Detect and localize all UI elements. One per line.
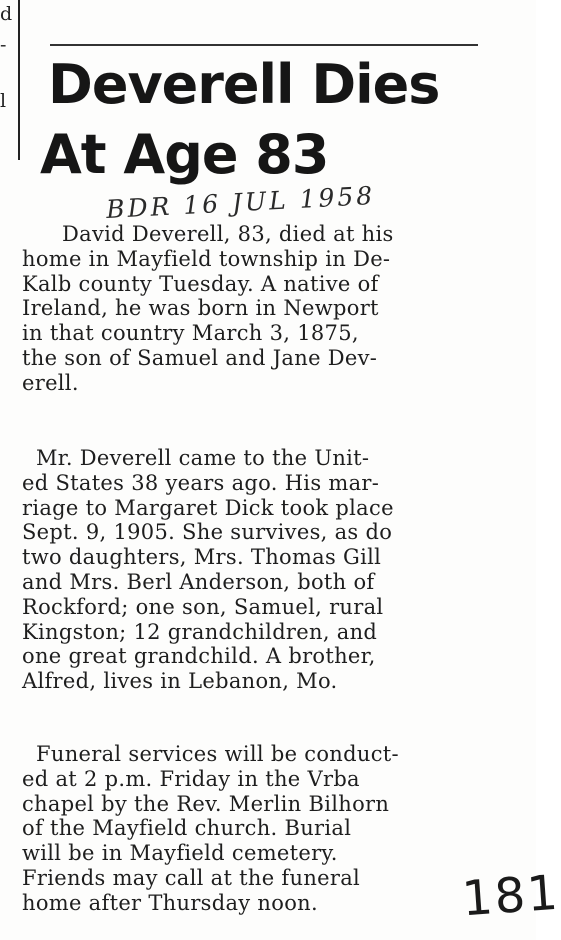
text-line: Friends may call at the funeral — [22, 865, 361, 890]
article-paragraph — [22, 446, 474, 694]
text-line: Kingston; 12 grandchildren, and — [22, 619, 378, 644]
text-line: Funeral services will be conduct- — [36, 742, 399, 766]
text-line: Mr. Deverell came to the Unit- — [36, 446, 370, 470]
text-line: ed States 38 years ago. His mar- — [22, 470, 380, 495]
text-line: two daughters, Mrs. Thomas Gill — [22, 545, 382, 570]
text-line: Ireland, he was born in Newport — [22, 296, 379, 321]
text-line: chapel by the Rev. Merlin Bilhorn — [22, 791, 390, 816]
fragment-text: l — [0, 90, 7, 112]
fragment-text: - — [0, 34, 7, 56]
handwritten-date-note: BDR 16 JUL 1958 — [105, 180, 376, 225]
text-line: one great grandchild. A brother, — [22, 644, 376, 669]
text-line: Rockford; one son, Samuel, rural — [22, 594, 384, 619]
text-line: David Deverell, 83, died at his — [62, 222, 394, 246]
text-line: home in Mayfield township in De- — [22, 246, 391, 271]
text-line: Kalb county Tuesday. A native of — [22, 271, 379, 296]
text-line: Alfred, lives in Lebanon, Mo. — [22, 669, 338, 694]
text-line: Sept. 9, 1905. She survives, as do — [22, 520, 393, 545]
text-line: will be in Mayfield cemetery. — [22, 841, 338, 866]
text-line: in that country March 3, 1875, — [22, 321, 359, 346]
text-line: erell. — [22, 370, 79, 395]
headline — [40, 50, 500, 190]
column-rule — [50, 44, 478, 46]
headline-line: Deverell Dies — [48, 53, 440, 116]
text-line: riage to Margaret Dick took place — [22, 495, 394, 520]
text-line: ed at 2 p.m. Friday in the Vrba — [22, 766, 360, 791]
adjacent-column-fragment — [0, 0, 20, 160]
text-line: the son of Samuel and Jane Dev- — [22, 345, 378, 370]
article-paragraph — [22, 742, 474, 916]
fragment-text: d — [0, 3, 13, 25]
text-line: home after Thursday noon. — [22, 890, 318, 915]
article-paragraph — [22, 222, 474, 396]
text-line: of the Mayfield church. Burial — [22, 816, 352, 841]
text-line: and Mrs. Berl Anderson, both of — [22, 569, 375, 594]
headline-line: At Age 83 — [40, 123, 329, 186]
handwritten-page-number: 181 — [460, 864, 561, 928]
